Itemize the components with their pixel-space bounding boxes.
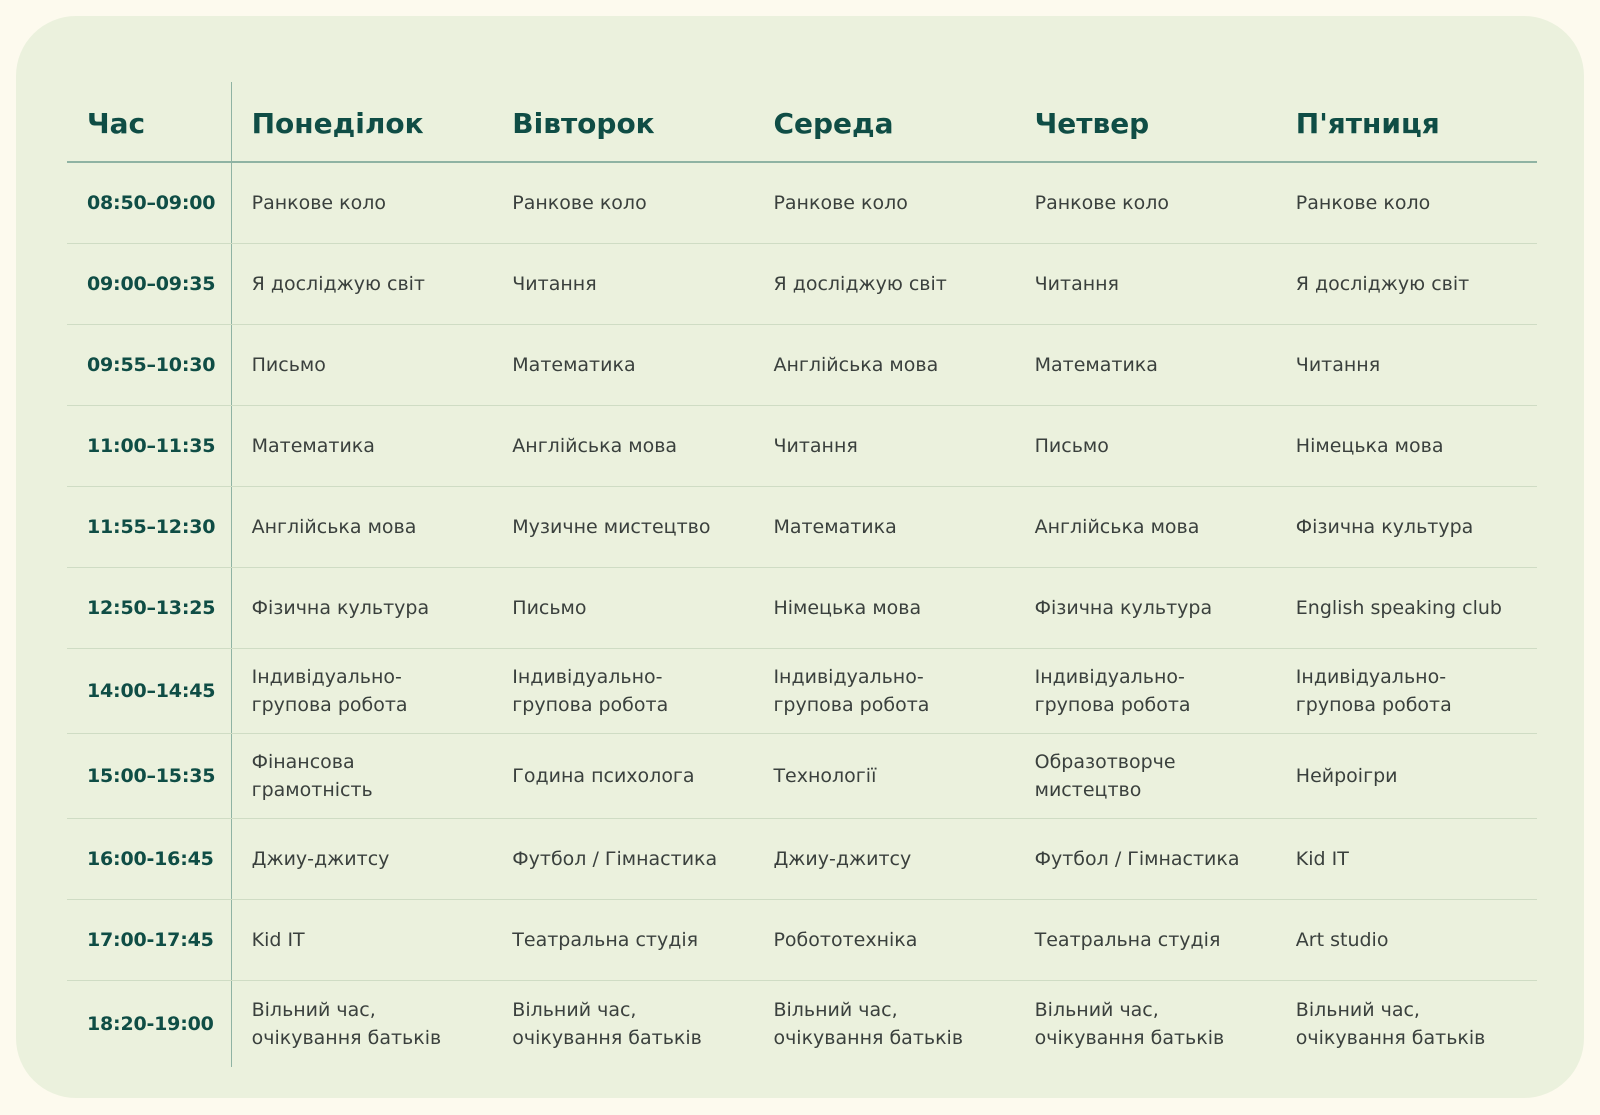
lesson-cell-friday: Німецька мова — [1276, 406, 1537, 487]
time-cell: 08:50–09:00 — [67, 162, 231, 244]
lesson-cell-thursday: Письмо — [1015, 406, 1276, 487]
table-row — [67, 981, 1537, 1068]
lesson-cell-thursday: Читання — [1015, 244, 1276, 325]
header-tuesday: Вівторок — [492, 82, 753, 162]
lesson-cell-wednesday: Технології — [753, 734, 1014, 819]
lesson-line: Індивідуально- — [251, 666, 402, 688]
schedule-card — [16, 16, 1584, 1098]
lesson-cell-wednesday: Німецька мова — [753, 568, 1014, 649]
time-cell: 11:00–11:35 — [67, 406, 231, 487]
lesson-cell-friday: Ранкове коло — [1276, 162, 1537, 244]
lesson-line: очікування батьків — [1295, 1027, 1486, 1049]
lesson-cell-friday: English speaking club — [1276, 568, 1537, 649]
header-friday: П'ятниця — [1276, 82, 1537, 162]
lesson-cell-thursday: Футбол / Гімнастика — [1015, 819, 1276, 900]
lesson-cell-friday — [1276, 649, 1537, 734]
header-row — [67, 82, 1537, 162]
lesson-cell-wednesday — [753, 649, 1014, 734]
lesson-cell-tuesday — [492, 649, 753, 734]
lesson-cell-monday: Kid IT — [231, 900, 492, 981]
schedule-table — [67, 82, 1537, 1067]
lesson-cell-tuesday: Математика — [492, 325, 753, 406]
lesson-line: Індивідуально- — [1034, 666, 1185, 688]
lesson-cell-friday: Нейроігри — [1276, 734, 1537, 819]
lesson-cell-wednesday: Математика — [753, 487, 1014, 568]
lesson-line: очікування батьків — [512, 1027, 702, 1049]
lesson-line: групова робота — [1295, 694, 1452, 716]
table-row — [67, 406, 1537, 487]
lesson-cell-monday: Фізична культура — [231, 568, 492, 649]
lesson-cell-tuesday: Ранкове коло — [492, 162, 753, 244]
time-cell: 14:00–14:45 — [67, 649, 231, 734]
lesson-cell-friday: Фізична культура — [1276, 487, 1537, 568]
lesson-cell-tuesday: Година психолога — [492, 734, 753, 819]
lesson-cell-monday: Математика — [231, 406, 492, 487]
time-cell: 11:55–12:30 — [67, 487, 231, 568]
lesson-line: очікування батьків — [251, 1027, 442, 1049]
lesson-cell-thursday — [1015, 649, 1276, 734]
lesson-cell-thursday — [1015, 981, 1276, 1068]
lesson-line: Індивідуально- — [773, 666, 924, 688]
table-row — [67, 325, 1537, 406]
lesson-line: Вільний час, — [773, 999, 898, 1021]
lesson-cell-friday: Art studio — [1276, 900, 1537, 981]
lesson-line: Вільний час, — [512, 999, 637, 1021]
lesson-cell-friday: Читання — [1276, 325, 1537, 406]
lesson-line: Індивідуально- — [1295, 666, 1447, 688]
time-cell: 16:00-16:45 — [67, 819, 231, 900]
lesson-cell-thursday: Фізична культура — [1015, 568, 1276, 649]
lesson-cell-thursday: Англійська мова — [1015, 487, 1276, 568]
lesson-line: мистецтво — [1034, 779, 1142, 801]
lesson-cell-friday: Я досліджую світ — [1276, 244, 1537, 325]
lesson-cell-monday: Джиу-джитсу — [231, 819, 492, 900]
lesson-cell-tuesday: Музичне мистецтво — [492, 487, 753, 568]
lesson-cell-thursday: Математика — [1015, 325, 1276, 406]
header-monday: Понеділок — [231, 82, 492, 162]
lesson-line: групова робота — [1034, 694, 1191, 716]
lesson-cell-wednesday: Англійська мова — [753, 325, 1014, 406]
lesson-cell-monday — [231, 981, 492, 1068]
header-thursday: Четвер — [1015, 82, 1276, 162]
table-row — [67, 649, 1537, 734]
lesson-cell-monday — [231, 649, 492, 734]
table-row — [67, 568, 1537, 649]
header-wednesday: Середа — [753, 82, 1014, 162]
lesson-line: грамотність — [251, 779, 373, 801]
lesson-cell-tuesday: Письмо — [492, 568, 753, 649]
lesson-cell-tuesday: Театральна студія — [492, 900, 753, 981]
lesson-line: очікування батьків — [773, 1027, 964, 1049]
table-row — [67, 900, 1537, 981]
table-row — [67, 734, 1537, 819]
lesson-cell-monday: Письмо — [231, 325, 492, 406]
lesson-cell-tuesday: Читання — [492, 244, 753, 325]
lesson-cell-thursday: Театральна студія — [1015, 900, 1276, 981]
header-time: Час — [67, 82, 231, 162]
table-row — [67, 487, 1537, 568]
table-row — [67, 819, 1537, 900]
lesson-cell-tuesday: Англійська мова — [492, 406, 753, 487]
time-cell: 15:00–15:35 — [67, 734, 231, 819]
time-cell: 09:00–09:35 — [67, 244, 231, 325]
schedule-table-wrapper — [67, 82, 1537, 1066]
lesson-cell-wednesday: Я досліджую світ — [753, 244, 1014, 325]
lesson-cell-monday — [231, 734, 492, 819]
lesson-cell-monday: Ранкове коло — [231, 162, 492, 244]
lesson-cell-tuesday — [492, 981, 753, 1068]
lesson-line: групова робота — [512, 694, 669, 716]
lesson-line: Фінансова — [251, 751, 355, 773]
lesson-line: групова робота — [773, 694, 930, 716]
lesson-cell-wednesday: Робототехніка — [753, 900, 1014, 981]
schedule-body — [67, 162, 1537, 1067]
table-row — [67, 244, 1537, 325]
lesson-cell-wednesday: Ранкове коло — [753, 162, 1014, 244]
lesson-cell-thursday: Ранкове коло — [1015, 162, 1276, 244]
lesson-cell-tuesday: Футбол / Гімнастика — [492, 819, 753, 900]
lesson-line: Образотворче — [1034, 751, 1176, 773]
lesson-cell-monday: Англійська мова — [231, 487, 492, 568]
time-cell: 09:55–10:30 — [67, 325, 231, 406]
lesson-line: Вільний час, — [1295, 999, 1420, 1021]
time-cell: 17:00-17:45 — [67, 900, 231, 981]
lesson-cell-friday — [1276, 981, 1537, 1068]
lesson-line: Вільний час, — [251, 999, 376, 1021]
lesson-cell-thursday — [1015, 734, 1276, 819]
lesson-line: Індивідуально- — [512, 666, 663, 688]
lesson-line: Вільний час, — [1034, 999, 1159, 1021]
lesson-line: очікування батьків — [1034, 1027, 1225, 1049]
lesson-cell-friday: Kid IT — [1276, 819, 1537, 900]
lesson-cell-wednesday: Читання — [753, 406, 1014, 487]
lesson-line: групова робота — [251, 694, 408, 716]
time-cell: 18:20-19:00 — [67, 981, 231, 1068]
time-cell: 12:50–13:25 — [67, 568, 231, 649]
lesson-cell-wednesday: Джиу-джитсу — [753, 819, 1014, 900]
lesson-cell-wednesday — [753, 981, 1014, 1068]
lesson-cell-monday: Я досліджую світ — [231, 244, 492, 325]
table-row — [67, 162, 1537, 244]
